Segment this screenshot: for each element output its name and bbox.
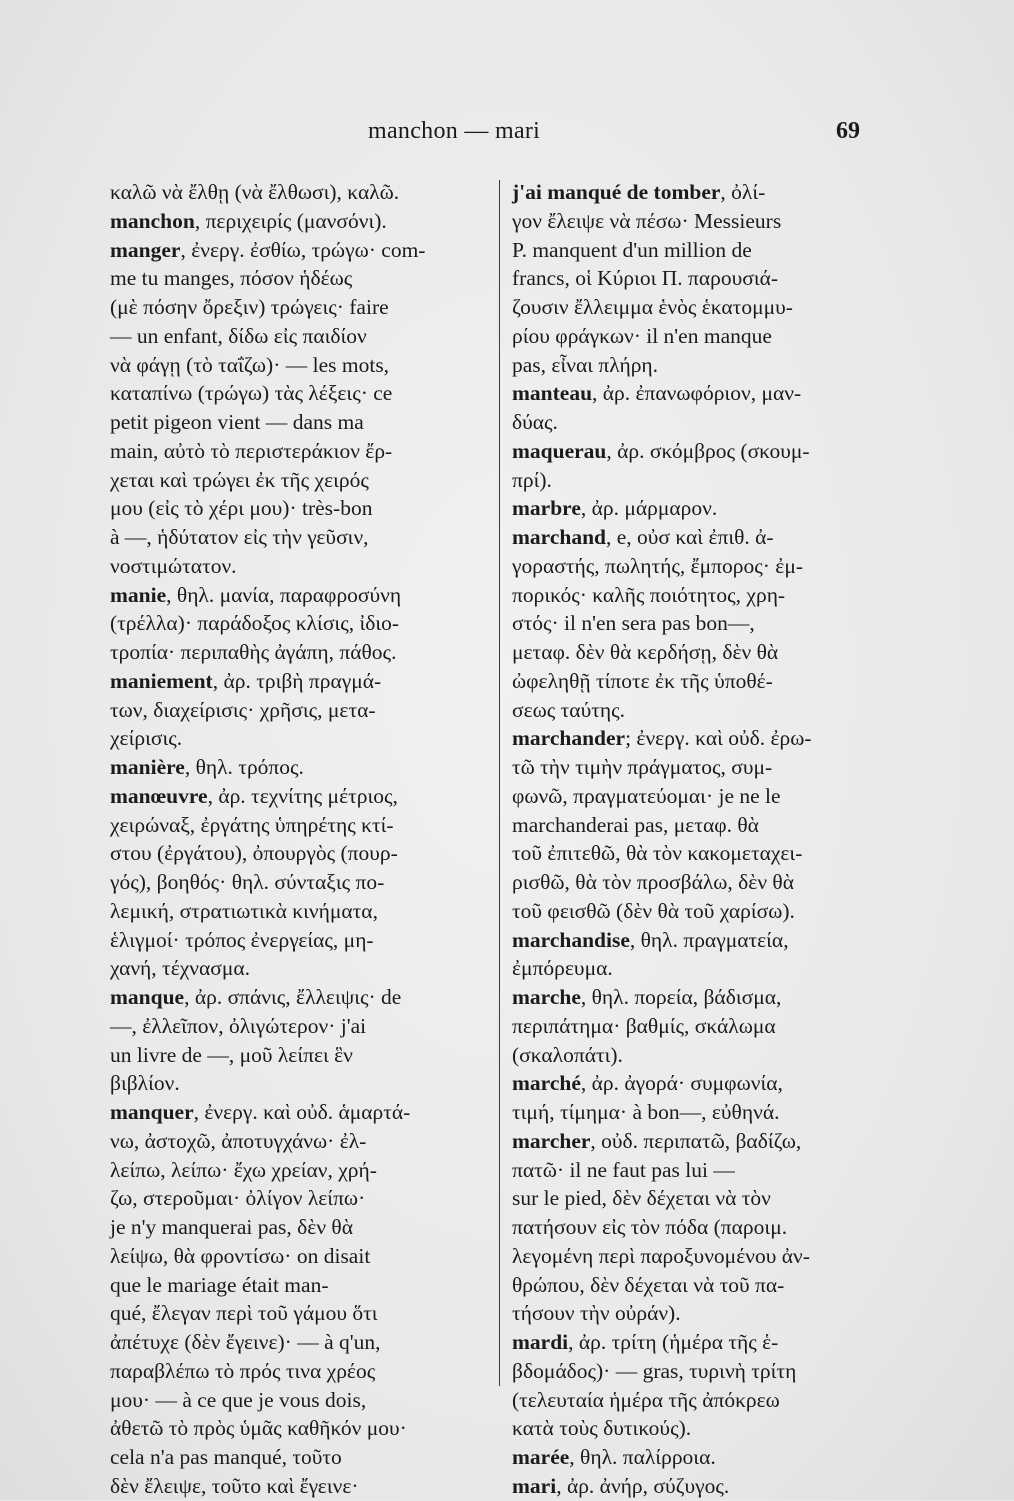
entry-line: P. manquent d'un million de bbox=[512, 237, 752, 262]
dictionary-entry bbox=[512, 379, 882, 437]
headword: manteau bbox=[512, 381, 593, 406]
entry-line: manœuvre, ἀρ. τεχνίτης μέτριος, bbox=[110, 783, 398, 808]
headword: marchandise bbox=[512, 927, 630, 952]
entry-line: maquerau, ἀρ. σκόμβρος (σκουμ- bbox=[512, 438, 810, 463]
headword: manque bbox=[110, 985, 185, 1009]
headword: mari bbox=[512, 1473, 557, 1498]
entry-line: των, διαχείρισις· χρῆσις, μετα- bbox=[110, 697, 376, 722]
entry-line: καταπίνω (τρώγω) τὰς λέξεις· ce bbox=[110, 381, 393, 406]
column-divider bbox=[499, 180, 500, 1386]
entry-line: ρίου φράγκων· il n'en manque bbox=[512, 323, 772, 348]
entry-line: manière, θηλ. τρόπος. bbox=[110, 755, 304, 779]
entry-line: πατήσουν εἰς τὸν πόδα (παροιμ. bbox=[512, 1215, 788, 1239]
entry-line: manie, θηλ. μανία, παραφροσύνη bbox=[110, 582, 402, 607]
entry-line: στου (ἐργάτου), ὀπουργὸς (πουρ- bbox=[110, 841, 398, 866]
entry-line: — un enfant, δίδω εἰς παιδίον bbox=[110, 323, 367, 348]
entry-line: ὠφεληθῇ τίποτε ἐκ τῆς ὑποθέ- bbox=[512, 668, 773, 693]
entry-line: un livre de —, μοῦ λείπει ἓν bbox=[110, 1042, 353, 1067]
entry-line: francs, οἱ Κύριοι Π. παρουσιά- bbox=[512, 266, 779, 291]
headword: marchander bbox=[512, 726, 626, 751]
dictionary-entry bbox=[512, 983, 882, 1069]
entry-line: que le mariage était man- bbox=[110, 1272, 329, 1297]
entry-line: (τρέλλα)· παράδοξος κλίσις, ἰδιο- bbox=[110, 611, 400, 636]
entry-line: manteau, ἀρ. ἐπανωφόριον, μαν- bbox=[512, 381, 802, 406]
entry-line: καλῶ νὰ ἔλθῃ (νὰ ἔλθωσι), καλῶ. bbox=[110, 180, 400, 204]
headword: marée bbox=[512, 1445, 570, 1469]
page-header bbox=[0, 118, 1014, 148]
entry-line: ζω, στεροῦμαι· ὀλίγον λείπω· bbox=[110, 1186, 366, 1211]
entry-line: manque, ἀρ. σπάνις, ἔλλειψις· de bbox=[110, 985, 402, 1009]
entry-line: μεταφ. δὲν θὰ κερδήσῃ, δὲν θὰ bbox=[512, 640, 779, 664]
entry-line: ζουσιν ἔλλειμμα ἑνὸς ἑκατομμυ- bbox=[512, 295, 793, 319]
dictionary-entry bbox=[512, 178, 882, 379]
entry-line: pas, εἶναι πλήρη. bbox=[512, 352, 659, 377]
dictionary-entry bbox=[110, 782, 490, 983]
entry-line: θρώπου, δὲν δέχεται νὰ τοῦ πα- bbox=[512, 1272, 785, 1297]
entry-line: (μὲ πόσην ὄρεξιν) τρώγεις· faire bbox=[110, 295, 389, 319]
dictionary-entry bbox=[512, 1069, 882, 1127]
headword: marché bbox=[512, 1071, 581, 1096]
entry-line: marcher, οὐδ. περιπατῶ, βαδίζω, bbox=[512, 1128, 802, 1153]
entry-line: mari, ἀρ. ἀνήρ, σύζυγος. bbox=[512, 1473, 730, 1498]
page-number: 69 bbox=[836, 118, 860, 144]
dictionary-entry bbox=[110, 207, 490, 236]
entry-line: δύας. bbox=[512, 410, 558, 434]
entry-line: νοστιμώτατον. bbox=[110, 553, 237, 578]
entry-line: ἐμπόρευμα. bbox=[512, 956, 613, 981]
entry-line: ἀθετῶ τὸ πρὸς ὑμᾶς καθῆκόν μου· bbox=[110, 1416, 407, 1441]
entry-line: πατῶ· il ne faut pas lui — bbox=[512, 1157, 735, 1182]
dictionary-entry bbox=[110, 178, 490, 207]
headword: manie bbox=[110, 582, 167, 607]
entry-line: χειρώναξ, ἐργάτης ὑπηρέτης κτί- bbox=[110, 812, 394, 837]
entry-line: βδομάδος)· — gras, τυρινὴ τρίτη bbox=[512, 1358, 797, 1383]
dictionary-entry bbox=[110, 983, 490, 1098]
entry-line: manger, ἐνεργ. ἐσθίω, τρώγω· com- bbox=[110, 237, 426, 262]
entry-line: main, αὐτὸ τὸ περιστεράκιον ἔρ- bbox=[110, 438, 393, 463]
entry-line: marché, ἀρ. ἀγορά· συμφωνία, bbox=[512, 1071, 783, 1096]
entry-line: —, ἐλλεῖπον, ὀλιγώτερον· j'ai bbox=[110, 1013, 367, 1038]
entry-line: manchon, περιχειρίς (μανσόνι). bbox=[110, 208, 387, 233]
entry-line: mardi, ἀρ. τρίτη (ἡμέρα τῆς ἑ- bbox=[512, 1330, 779, 1354]
entry-line: νὰ φάγῃ (τὸ ταΐζω)· — les mots, bbox=[110, 352, 390, 377]
entry-line: τροπία· περιπαθὴς ἀγάπη, πάθος. bbox=[110, 640, 397, 664]
entry-line: σεως ταύτης. bbox=[512, 697, 625, 722]
headword: manœuvre bbox=[110, 783, 208, 808]
dictionary-entry bbox=[110, 753, 490, 782]
entry-line: στός· il n'en sera pas bon—, bbox=[512, 611, 755, 636]
entry-line: τοῦ φεισθῶ (δὲν θὰ τοῦ χαρίσω). bbox=[512, 898, 795, 923]
headword: marcher bbox=[512, 1128, 591, 1153]
entry-line: χεται καὶ τρώγει ἐκ τῆς χειρός bbox=[110, 467, 369, 492]
entry-line: manquer, ἐνεργ. καὶ οὐδ. ἁμαρτά- bbox=[110, 1100, 411, 1124]
entry-line: qué, ἔλεγαν περὶ τοῦ γάμου ὅτι bbox=[110, 1301, 378, 1326]
entry-line: (σκαλοπάτι). bbox=[512, 1042, 623, 1067]
entry-line: λεμική, στρατιωτικὰ κινήματα, bbox=[110, 898, 378, 923]
dictionary-entry bbox=[512, 494, 882, 523]
entry-line: ἑλιγμοί· τρόπος ἐνεργείας, μη- bbox=[110, 927, 374, 952]
headword: manière bbox=[110, 755, 185, 779]
dictionary-entry bbox=[512, 1472, 882, 1501]
entry-line: marche, θηλ. πορεία, βάδισμα, bbox=[512, 985, 782, 1009]
headword: manchon bbox=[110, 208, 195, 233]
dictionary-entry bbox=[512, 926, 882, 984]
dictionary-entry bbox=[110, 667, 490, 753]
entry-line: τοῦ ἐπιτεθῶ, θὰ τὸν κακομεταχει- bbox=[512, 841, 803, 866]
entry-line: μου (εἰς τὸ χέρι μου)· très-bon bbox=[110, 496, 373, 521]
entry-line: (τελευταία ἡμέρα τῆς ἀπόκρεω bbox=[512, 1387, 780, 1412]
entry-line: τῶ τὴν τιμὴν πράγματος, συμ- bbox=[512, 755, 773, 779]
entry-line: λείπω, λείπω· ἔχω χρείαν, χρή- bbox=[110, 1157, 377, 1182]
entry-line: πρί). bbox=[512, 467, 552, 492]
entry-line: ρισθῶ, θὰ τὸν προσβάλω, δὲν θὰ bbox=[512, 870, 794, 894]
entry-line: γοραστής, πωλητής, ἔμπορος· ἐμ- bbox=[512, 553, 804, 578]
entry-line: γον ἔλειψε νὰ πέσω· Messieurs bbox=[512, 208, 782, 233]
right-column bbox=[512, 178, 882, 1501]
entry-line: ἀπέτυχε (δὲν ἔγεινε)· — à q'un, bbox=[110, 1330, 381, 1354]
headword: marche bbox=[512, 985, 581, 1009]
dictionary-entry bbox=[512, 1127, 882, 1328]
dictionary-entry bbox=[110, 1098, 490, 1501]
entry-line: marchander; ἐνεργ. καὶ οὐδ. ἐρω- bbox=[512, 726, 812, 751]
entry-line: marchandise, θηλ. πραγματεία, bbox=[512, 927, 789, 952]
entry-line: petit pigeon vient — dans ma bbox=[110, 410, 364, 434]
left-column bbox=[110, 178, 490, 1501]
entry-line: χείρισις. bbox=[110, 726, 183, 751]
entry-line: περιπάτημα· βαθμίς, σκάλωμα bbox=[512, 1013, 776, 1038]
entry-line: sur le pied, δὲν δέχεται νὰ τὸν bbox=[512, 1186, 771, 1211]
headword: marchand bbox=[512, 525, 606, 549]
entry-line: τιμή, τίμημα· à bon—, εὐθηνά. bbox=[512, 1100, 780, 1124]
entry-line: βιβλίον. bbox=[110, 1071, 180, 1096]
entry-line: j'ai manqué de tomber, ὀλί- bbox=[512, 180, 766, 204]
entry-line: γός), βοηθός· θηλ. σύνταξις πο- bbox=[110, 870, 385, 894]
entry-line: τήσουν τὴν οὐράν). bbox=[512, 1301, 681, 1326]
entry-line: νω, ἀστοχῶ, ἀποτυγχάνω· ἐλ- bbox=[110, 1128, 367, 1153]
entry-line: je n'y manquerai pas, δὲν θὰ bbox=[110, 1215, 353, 1239]
entry-line: marchanderai pas, μεταφ. θὰ bbox=[512, 812, 759, 837]
entry-line: marée, θηλ. παλίρροια. bbox=[512, 1445, 716, 1469]
dictionary-entry bbox=[512, 1443, 882, 1472]
headword: manger bbox=[110, 237, 181, 262]
entry-line: φωνῶ, πραγματεύομαι· je ne le bbox=[512, 783, 781, 808]
entry-line: à —, ἡδύτατον εἰς τὴν γεῦσιν, bbox=[110, 525, 369, 549]
headword: j'ai manqué de tomber bbox=[512, 180, 721, 204]
headword: maquerau bbox=[512, 438, 607, 463]
entry-line: δὲν ἔλειψε, τοῦτο καὶ ἔγεινε· bbox=[110, 1473, 359, 1498]
dictionary-entry bbox=[110, 581, 490, 667]
headword: mardi bbox=[512, 1330, 569, 1354]
entry-line: maniement, ἀρ. τριβὴ πραγμά- bbox=[110, 668, 382, 693]
entry-line: cela n'a pas manqué, τοῦτο bbox=[110, 1445, 342, 1469]
dictionary-entry bbox=[512, 1328, 882, 1443]
entry-line: λεγομένη περὶ παροξυνομένου ἀν- bbox=[512, 1243, 810, 1268]
entry-line: marbre, ἀρ. μάρμαρον. bbox=[512, 496, 718, 521]
running-head: manchon — mari bbox=[368, 118, 541, 144]
headword: manquer bbox=[110, 1100, 194, 1124]
headword: marbre bbox=[512, 496, 581, 521]
entry-line: χανή, τέχνασμα. bbox=[110, 956, 251, 981]
entry-line: me tu manges, πόσον ἡδέως bbox=[110, 266, 353, 291]
entry-line: κατὰ τοὺς δυτικούς). bbox=[512, 1416, 692, 1441]
dictionary-entry bbox=[512, 523, 882, 724]
entry-line: marchand, e, οὐσ καὶ ἐπιθ. ἀ- bbox=[512, 525, 774, 549]
dictionary-entry bbox=[512, 724, 882, 925]
headword: maniement bbox=[110, 668, 213, 693]
entry-line: λείψω, θὰ φροντίσω· on disait bbox=[110, 1243, 371, 1268]
entry-line: μου· — à ce que je vous dois, bbox=[110, 1387, 367, 1412]
dictionary-entry bbox=[110, 236, 490, 581]
entry-line: πορικός· καλῆς ποιότητος, χρη- bbox=[512, 582, 786, 607]
dictionary-entry bbox=[512, 437, 882, 495]
entry-line: παραβλέπω τὸ πρός τινα χρέος bbox=[110, 1358, 376, 1383]
